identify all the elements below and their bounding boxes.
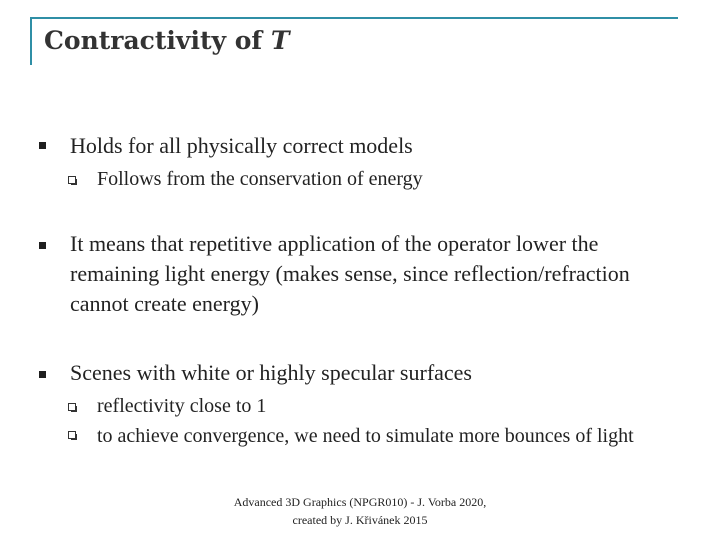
- slide-title: [44, 26, 289, 55]
- slide-title-variable: T: [270, 26, 290, 55]
- bullet-2-text: It means that repetitive application of the operator lower the remaining light energy (makes sense, since reflection/refraction cannot create energy): [70, 231, 630, 316]
- slide-footer: [160, 493, 560, 529]
- bullet-1-text: Holds for all physically correct models: [70, 133, 413, 158]
- title-side-rule: [30, 17, 32, 65]
- bullet-square-icon: [39, 142, 46, 149]
- sub-bullet-square-icon: [68, 176, 76, 184]
- bullet-3-sub-1-text: reflectivity close to 1: [97, 395, 267, 417]
- slide-title-text: Contractivity of: [44, 26, 271, 55]
- sub-bullet-square-icon: [68, 431, 76, 439]
- bullet-square-icon: [39, 242, 46, 249]
- sub-bullet-square-icon: [68, 403, 76, 411]
- footer-line-2: created by J. Křivánek 2015: [292, 513, 428, 527]
- footer-line-1: Advanced 3D Graphics (NPGR010) - J. Vorba 2020,: [233, 495, 487, 509]
- bullet-3-text: Scenes with white or highly specular surfaces: [70, 360, 472, 385]
- title-underline: [30, 17, 678, 19]
- bullet-1-sub-1-text: Follows from the conservation of energy: [97, 168, 423, 190]
- bullet-3-sub-2-text: to achieve convergence, we need to simulate more bounces of light: [97, 425, 634, 447]
- bullet-square-icon: [39, 371, 46, 378]
